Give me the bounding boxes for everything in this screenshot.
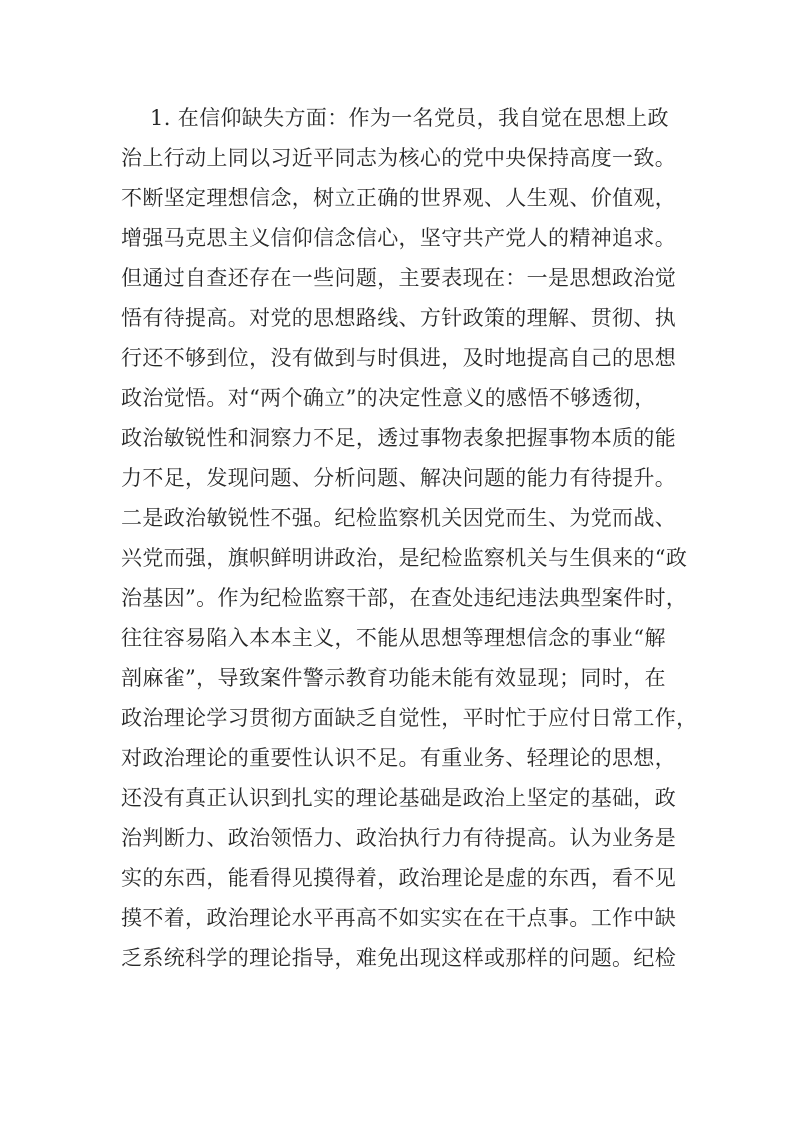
paragraph-line: 治上行动上同以习近平同志为核心的党中央保持高度一致。 [121,146,677,170]
paragraph-line: 不断坚定理想信念，树立正确的世界观、人生观、价值观， [121,186,677,210]
paragraph-line: 剖麻雀”，导致案件警示教育功能未能有效显现；同时，在 [121,666,666,690]
paragraph-line: 力不足，发现问题、分析问题、解决问题的能力有待提升。 [121,466,677,490]
paragraph-line: 政治觉悟。对“两个确立”的决定性意义的感悟不够透彻， [121,386,656,410]
paragraph-line: 治判断力、政治领悟力、政治执行力有待提高。认为业务是 [121,826,677,850]
paragraph-line: 摸不着，政治理论水平再高不如实实在在干点事。工作中缺 [121,906,677,930]
paragraph-line: 1. 在信仰缺失方面：作为一名党员，我自觉在思想上政 [150,106,669,130]
paragraph-line: 实的东西，能看得见摸得着，政治理论是虚的东西，看不见 [121,866,677,890]
paragraph-line: 还没有真正认识到扎实的理论基础是政治上坚定的基础，政 [121,786,677,810]
paragraph-line: 政治理论学习贯彻方面缺乏自觉性，平时忙于应付日常工作， [121,706,698,730]
paragraph-line: 行还不够到位，没有做到与时俱进，及时地提高自己的思想 [121,346,677,370]
paragraph-line: 但通过自查还存在一些问题，主要表现在：一是思想政治觉 [121,266,677,290]
paragraph-line: 二是政治敏锐性不强。纪检监察机关因党而生、为党而战、 [121,506,677,530]
paragraph-line: 兴党而强，旗帜鲜明讲政治，是纪检监察机关与生俱来的“政 [121,546,688,570]
paragraph-line: 治基因”。作为纪检监察干部，在查处违纪违法典型案件时， [121,586,688,610]
paragraph-line: 往往容易陷入本本主义，不能从思想等理想信念的事业“解 [121,626,666,650]
paragraph-line: 对政治理论的重要性认识不足。有重业务、轻理论的思想， [121,746,677,770]
paragraph-line: 乏系统科学的理论指导，难免出现这样或那样的问题。纪检 [121,946,677,970]
paragraph-line: 政治敏锐性和洞察力不足，透过事物表象把握事物本质的能 [121,426,677,450]
paragraph-line: 悟有待提高。对党的思想路线、方针政策的理解、贯彻、执 [121,306,677,330]
paragraph-line: 增强马克思主义信仰信念信心，坚守共产党人的精神追求。 [121,226,677,250]
